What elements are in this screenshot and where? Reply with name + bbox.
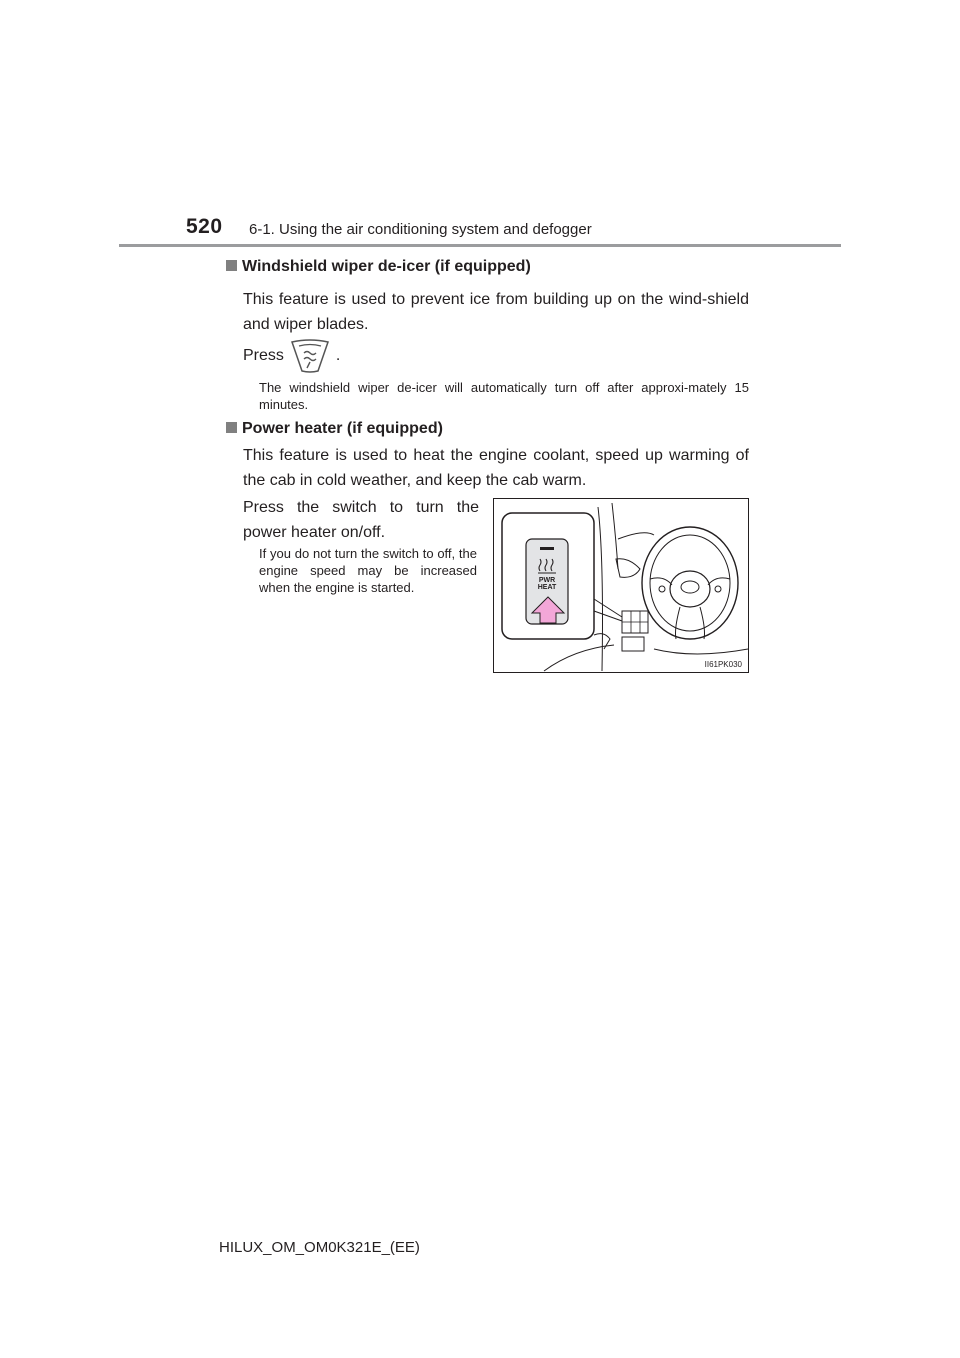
- power-heater-instruction-line1: Press the switch to turn the: [243, 499, 479, 516]
- power-heater-heading-text: Power heater (if equipped): [242, 420, 443, 437]
- figure-code: II61PK030: [704, 660, 742, 669]
- deicer-heading-text: Windshield wiper de-icer (if equipped): [242, 258, 531, 275]
- power-heater-heading: [226, 420, 443, 438]
- dashboard-illustration: [494, 499, 748, 672]
- document-code: HILUX_OM_OM0K321E_(EE): [219, 1239, 420, 1256]
- section-title: 6-1. Using the air conditioning system and defogger: [249, 221, 592, 238]
- square-bullet-icon: [226, 422, 237, 433]
- deicer-heading: [226, 258, 531, 276]
- deicer-press-line: [243, 338, 340, 374]
- windshield-deicer-icon: [290, 338, 330, 374]
- deicer-note: The windshield wiper de-icer will automatically turn off after approxi-mately 15 minutes.: [259, 380, 749, 412]
- power-heater-instruction-line2: power heater on/off.: [243, 524, 386, 541]
- switch-label-heat: HEAT: [537, 584, 557, 591]
- header-rule: [119, 244, 841, 247]
- power-heater-description: This feature is used to heat the engine coolant, speed up warming of the cab in cold weather, and keep the cab warm.: [243, 447, 749, 489]
- page-number: 520: [186, 215, 223, 238]
- press-label: Press: [243, 347, 284, 364]
- power-heater-figure: [493, 498, 749, 673]
- press-suffix: .: [335, 347, 341, 364]
- square-bullet-icon: [226, 260, 237, 271]
- deicer-description: This feature is used to prevent ice from building up on the wind-shield and wiper blades.: [243, 291, 749, 333]
- power-heater-note: If you do not turn the switch to off, the engine speed may be increased when the engine is started.: [259, 546, 477, 595]
- switch-label-pwr: PWR: [538, 577, 556, 584]
